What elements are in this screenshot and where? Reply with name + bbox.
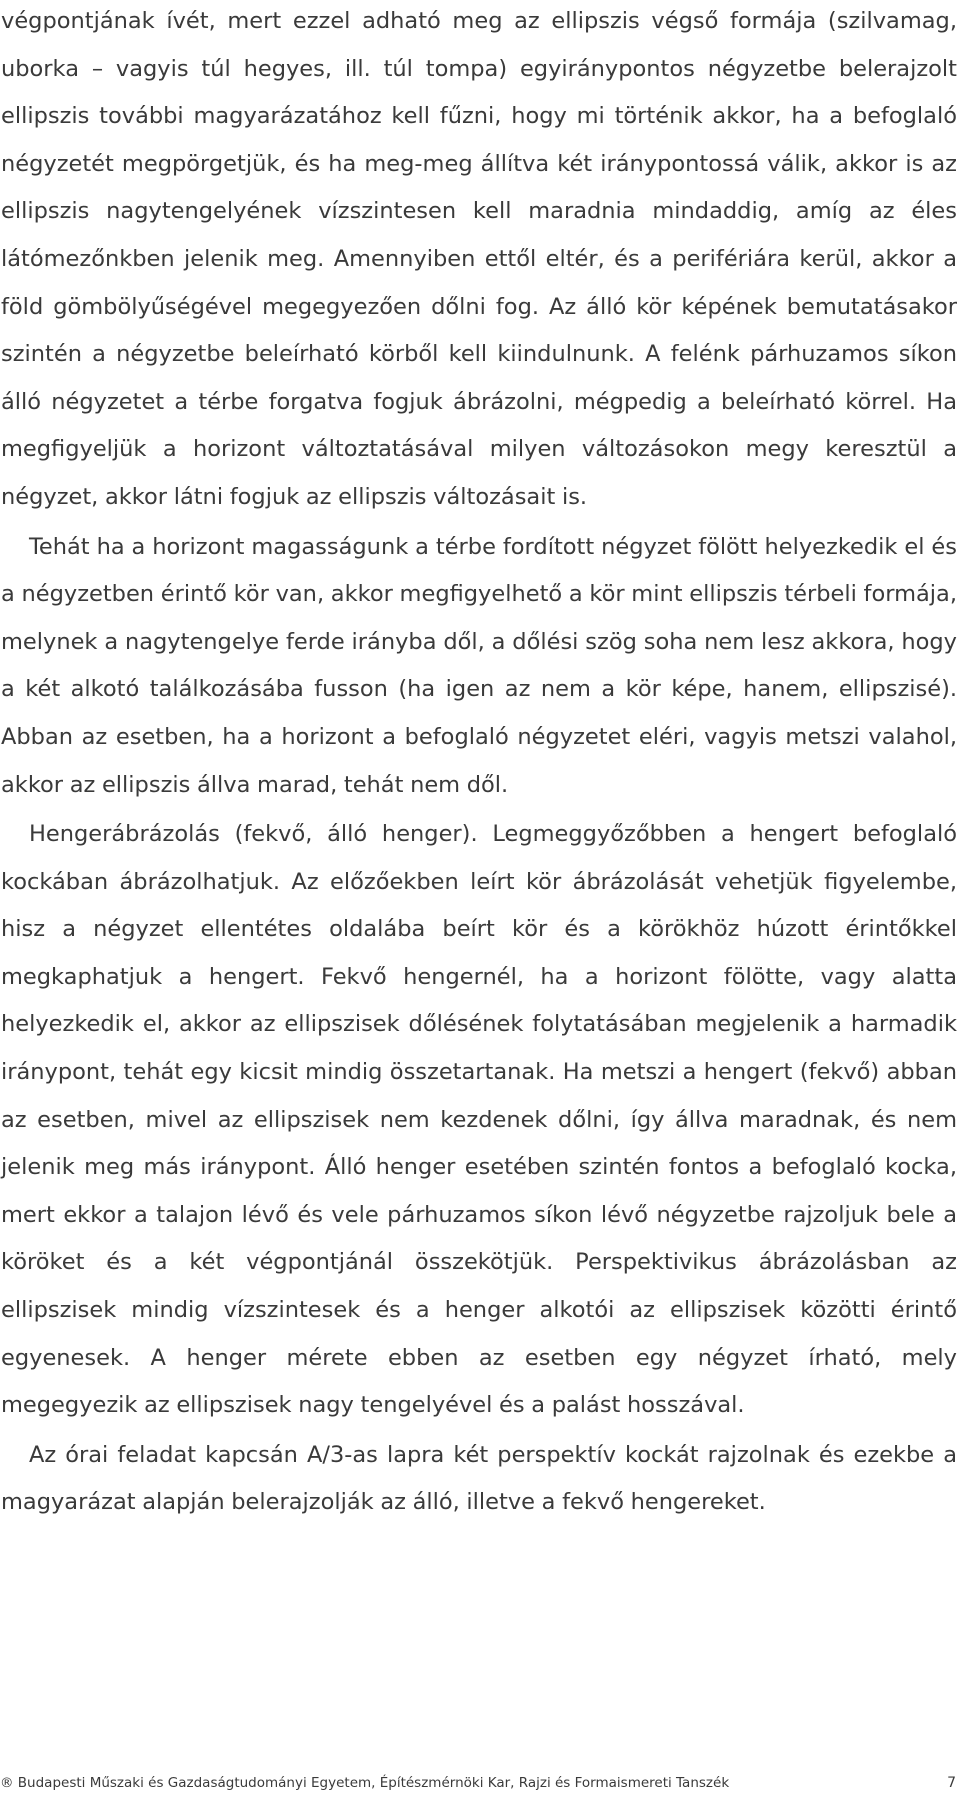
paragraph-1: végpontjának ívét, mert ezzel adható meg az ellipszis végső formája (szilvamag, uborka – vagyis túl hegyes, ill. túl tompa) egyiránypontos négyzetbe belerajzolt ellipszis további magyarázatához kell fűzni, hogy mi történik akkor, ha a befoglaló négyzetét megpörgetjük, és ha meg-meg állítva két iránypontossá válik, akkor is az ellipszis nagytengelyének vízszintesen kell maradnia mindaddig, amíg az éles látómezőnkben jelenik meg. Amennyiben ettől eltér, és a perifériára kerül, akkor a föld gömbölyűségével megegyezően dőlni fog. Az álló kör képének bemutatásakor szintén a négyzetbe beleírható körből kell kiindulnunk. A felénk párhuzamos síkon álló négyzetet a térbe forgatva fogjuk ábrázolni, mégpedig a beleírható körrel. Ha megfigyeljük a horizont változtatásával milyen változásokon megy keresztül a négyzet, akkor látni fogjuk az ellipszis változásait is. bbox=[1, 8, 957, 510]
paragraph-2: Tehát ha a horizont magasságunk a térbe fordított négyzet fölött helyezkedik el és a négyzetben érintő kör van, akkor megfigyelhető a kör mint ellipszis térbeli formája, melynek a nagytengelye ferde irányba dől, a dőlési szög soha nem lesz akkora, hogy a két alkotó találkozásába fusson (ha igen az nem a kör képe, hanem, ellipszisé). Abban az esetben, ha a horizont a befoglaló négyzetet eléri, vagyis metszi valahol, akkor az ellipszis állva marad, tehát nem dől. bbox=[1, 533, 957, 798]
paragraph-3: Hengerábrázolás (fekvő, álló henger). Legmeggyőzőbben a hengert befoglaló kockában ábrázolhatjuk. Az előzőekben leírt kör ábrázolását vehetjük figyelembe, hisz a négyzet ellentétes oldalába beírt kör és a körökhöz húzott érintőkkel megkaphatjuk a hengert. Fekvő hengernél, ha a horizont fölötte, vagy alatta helyezkedik el, akkor az ellipszisek dőlésének folytatásában megjelenik a harmadik iránypont, tehát egy kicsit mindig összetartanak. Ha metszi a hengert (fekvő) abban az esetben, mivel az ellipszisek nem kezdenek dőlni, így állva maradnak, és nem jelenik meg más iránypont. Álló henger esetében szintén fontos a befoglaló kocka, mert ekkor a talajon lévő és vele párhuzamos síkon lévő négyzetbe rajzoljuk bele a köröket és a két végpontjánál összekötjük. Perspektivikus ábrázolásban az ellipszisek mindig vízszintesek és a henger alkotói az ellipszisek közötti érintő egyenesek. A henger mérete ebben az esetben egy négyzet írható, mely megegyezik az ellipszisek nagy tengelyével és a palást hosszával. bbox=[1, 821, 957, 1419]
paragraph-4: Az órai feladat kapcsán A/3-as lapra két perspektív kockát rajzolnak és ezekbe a magyarázat alapján belerajzolják az álló, illetve a fekvő hengereket. bbox=[1, 1441, 957, 1516]
footer-credit: ® Budapesti Műszaki és Gazdaságtudományi Egyetem, Építészmérnöki Kar, Rajzi és Formaismereti Tanszék bbox=[0, 1775, 730, 1791]
page-number: 7 bbox=[947, 1775, 956, 1791]
body-text bbox=[1, 0, 957, 1527]
page-footer bbox=[0, 1775, 956, 1799]
